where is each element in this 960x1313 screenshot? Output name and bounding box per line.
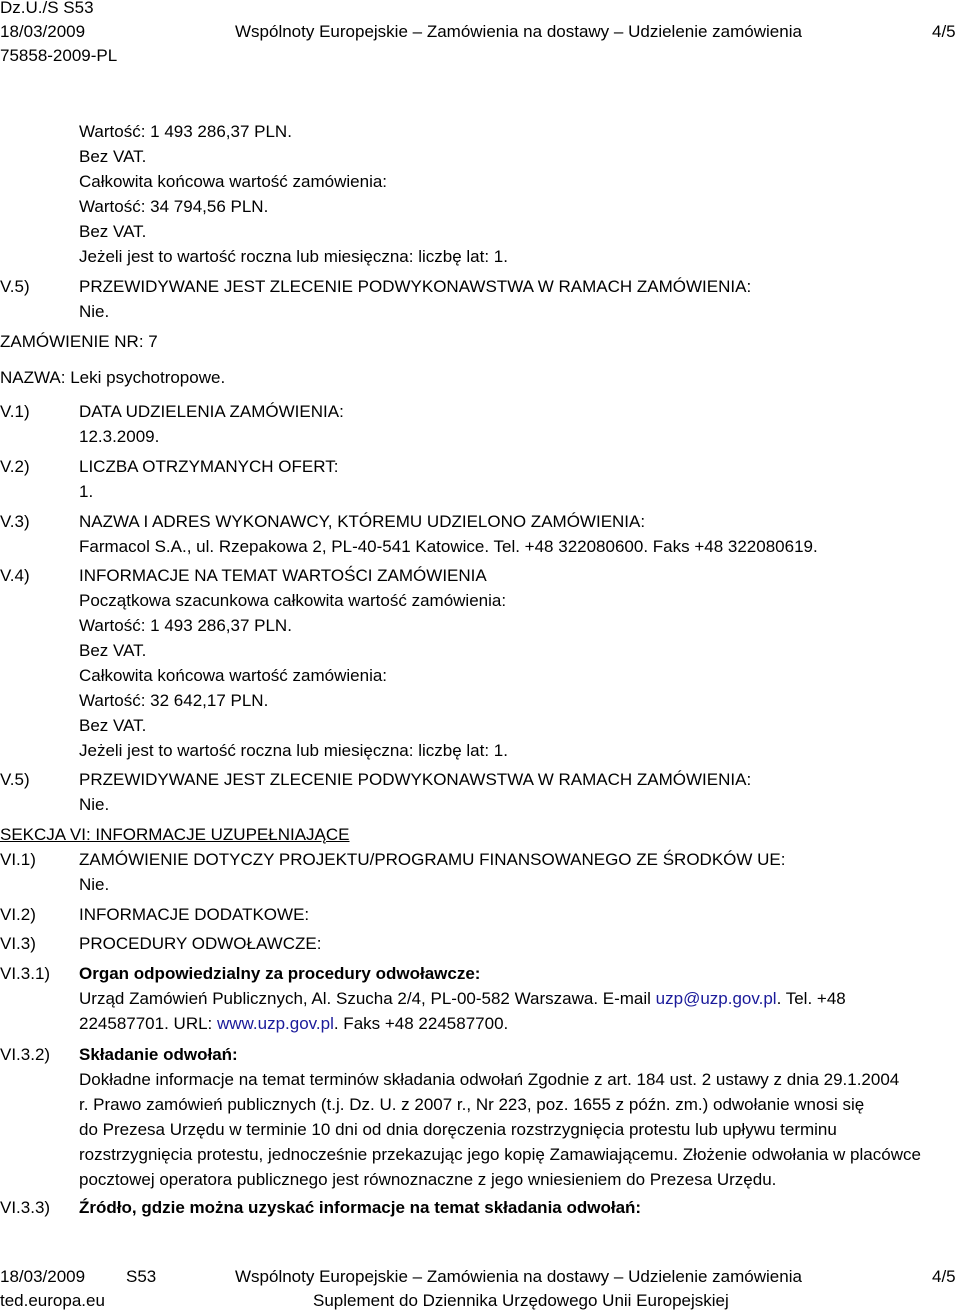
appeal-text-line: Dokładne informacje na temat terminów składania odwołań Zgodnie z art. 184 ust. 2 ustawy z dnia 29.1.2004: [79, 1070, 900, 1089]
footer-series: S53: [126, 1267, 157, 1286]
value-line: Bez VAT.: [79, 222, 147, 241]
email-link[interactable]: uzp@uzp.gov.pl: [655, 989, 777, 1008]
section-number: V.5): [0, 770, 30, 789]
value-line: Całkowita końcowa wartość zamówienia:: [79, 172, 388, 191]
footer-title: Wspólnoty Europejskie – Zamówienia na dostawy – Udzielenie zamówienia: [235, 1267, 802, 1286]
section-number: VI.3.3): [0, 1198, 51, 1217]
value-line: Początkowa szacunkowa całkowita wartość zamówienia:: [79, 591, 507, 610]
offers-count: 1.: [79, 482, 94, 501]
header-date: 18/03/2009: [0, 22, 86, 41]
footer-supplement: Suplement do Dziennika Urzędowego Unii Europejskiej: [313, 1291, 729, 1310]
section-number: VI.3): [0, 934, 36, 953]
section-heading: PRZEWIDYWANE JEST ZLECENIE PODWYKONAWSTWA W RAMACH ZAMÓWIENIA:: [79, 277, 752, 296]
section-number: V.2): [0, 457, 30, 476]
section-heading: ZAMÓWIENIE DOTYCZY PROJEKTU/PROGRAMU FINANSOWANEGO ZE ŚRODKÓW UE:: [79, 850, 786, 869]
contract-name: NAZWA: Leki psychotropowe.: [0, 368, 226, 387]
header-title: Wspólnoty Europejskie – Zamówienia na dostawy – Udzielenie zamówienia: [235, 22, 802, 41]
section-number: V.3): [0, 512, 30, 531]
fax-text: . Faks +48 224587700.: [333, 1014, 509, 1033]
section-number: V.1): [0, 402, 30, 421]
section-title: SEKCJA VI: INFORMACJE UZUPEŁNIAJĄCE: [0, 825, 350, 844]
section-number: VI.2): [0, 905, 36, 924]
section-number: VI.3.2): [0, 1045, 51, 1064]
section-heading: LICZBA OTRZYMANYCH OFERT:: [79, 457, 339, 476]
contractor-address: Farmacol S.A., ul. Rzepakowa 2, PL-40-541 Katowice. Tel. +48 322080600. Faks +48 322080619.: [79, 537, 818, 556]
section-heading: INFORMACJE NA TEMAT WARTOŚCI ZAMÓWIENIA: [79, 566, 487, 585]
section-heading: PROCEDURY ODWOŁAWCZE:: [79, 934, 322, 953]
value-line: Wartość: 1 493 286,37 PLN.: [79, 122, 292, 141]
section-number: VI.1): [0, 850, 36, 869]
value-line: Wartość: 1 493 286,37 PLN.: [79, 616, 292, 635]
phone-url-text: 224587701. URL:: [79, 1014, 217, 1033]
appeal-text-line: pocztowej operatora publicznego jest równoznaczne z jego wniesieniem do Prezesa Urzędu.: [79, 1170, 777, 1189]
appeal-text-line: r. Prawo zamówień publicznych (t.j. Dz. U. z 2007 r., Nr 223, poz. 1655 z późn. zm.) odwołanie wnosi się: [79, 1095, 865, 1114]
notice-id: 75858-2009-PL: [0, 46, 118, 65]
phone-text: . Tel. +48: [776, 989, 846, 1008]
section-number: V.5): [0, 277, 30, 296]
section-value: Nie.: [79, 302, 110, 321]
subsection-heading: Składanie odwołań:: [79, 1045, 238, 1064]
section-heading: PRZEWIDYWANE JEST ZLECENIE PODWYKONAWSTWA W RAMACH ZAMÓWIENIA:: [79, 770, 752, 789]
value-line: Wartość: 34 794,56 PLN.: [79, 197, 269, 216]
value-line: Całkowita końcowa wartość zamówienia:: [79, 666, 388, 685]
appeal-text-line: do Prezesa Urzędu w terminie 10 dni od dnia doręczenia rozstrzygnięcia protestu lub upływu terminu: [79, 1120, 837, 1139]
footer-site-link[interactable]: ted.europa.eu: [0, 1291, 105, 1310]
award-date: 12.3.2009.: [79, 427, 160, 446]
contract-number: ZAMÓWIENIE NR: 7: [0, 332, 158, 351]
section-value: Nie.: [79, 875, 110, 894]
section-number: VI.3.1): [0, 964, 51, 983]
footer-page-number: 4/5: [932, 1267, 956, 1286]
section-heading: INFORMACJE DODATKOWE:: [79, 905, 310, 924]
subsection-heading: Źródło, gdzie można uzyskać informacje na temat składania odwołań:: [79, 1198, 642, 1217]
value-line: Bez VAT.: [79, 716, 147, 735]
subsection-heading: Organ odpowiedzialny za procedury odwoławcze:: [79, 964, 481, 983]
value-line: Jeżeli jest to wartość roczna lub miesięczna: liczbę lat: 1.: [79, 247, 508, 266]
appeal-text-line: rozstrzygnięcia protestu, jednocześnie przekazując jego kopię Zamawiającemu. Złożenie odwołania w placówce: [79, 1145, 921, 1164]
value-line: Bez VAT.: [79, 147, 147, 166]
section-heading: NAZWA I ADRES WYKONAWCY, KTÓREMU UDZIELONO ZAMÓWIENIA:: [79, 512, 646, 531]
section-number: V.4): [0, 566, 30, 585]
review-body-address: [79, 987, 846, 1011]
doc-reference: Dz.U./S S53: [0, 0, 94, 17]
website-link[interactable]: www.uzp.gov.pl: [217, 1014, 334, 1033]
footer-date: 18/03/2009: [0, 1267, 86, 1286]
value-line: Jeżeli jest to wartość roczna lub miesięczna: liczbę lat: 1.: [79, 741, 508, 760]
section-value: Nie.: [79, 795, 110, 814]
address-text: Urząd Zamówień Publicznych, Al. Szucha 2/4, PL-00-582 Warszawa. E-mail: [79, 989, 656, 1008]
section-heading: DATA UDZIELENIA ZAMÓWIENIA:: [79, 402, 344, 421]
value-line: Bez VAT.: [79, 641, 147, 660]
review-body-contact: [79, 1012, 508, 1036]
value-line: Wartość: 32 642,17 PLN.: [79, 691, 269, 710]
header-page-number: 4/5: [932, 22, 956, 41]
